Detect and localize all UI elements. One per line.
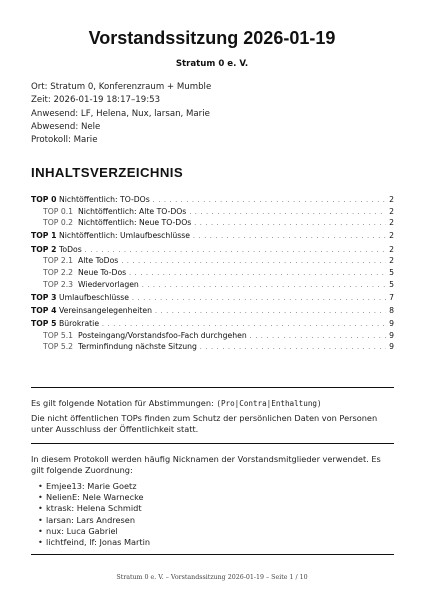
nickname-item: • larsan: Lars Andresen — [31, 515, 394, 526]
toc-leader-dots — [189, 207, 386, 219]
toc-entry-label: Posteingang/Vorstandsfoo-Fach durchgehen — [78, 330, 247, 340]
toc-leader-dots — [250, 331, 386, 343]
voting-notation-code: (Pro|Contra|Enthaltung) — [216, 399, 322, 408]
protocol-keeper: Protokoll: Marie — [31, 135, 98, 146]
toc-entry[interactable] — [31, 267, 394, 279]
nickname-section — [31, 454, 394, 548]
toc-leader-dots — [194, 218, 386, 230]
meeting-location: Ort: Stratum 0, Konferenzraum + Mumble — [31, 82, 212, 92]
toc-entry-label: Nichtöffentlich: Umlaufbeschlüsse — [59, 231, 191, 241]
toc-entry-number: TOP 2.3 — [43, 279, 74, 289]
toc-entry-page: 5 — [389, 279, 394, 289]
toc-entry-number: TOP 2.1 — [43, 256, 74, 266]
toc-entry-number: TOP 2 — [31, 244, 57, 254]
toc-entry-number: TOP 5.1 — [43, 330, 74, 340]
organization-name: Stratum 0 e. V. — [175, 59, 249, 69]
toc-entry-page: 9 — [389, 318, 394, 328]
nickname-list — [31, 481, 394, 548]
toc-entry-page: 2 — [389, 195, 394, 204]
toc-entry-label: Umlaufbeschlüsse — [59, 292, 130, 302]
meeting-time: Zeit: 2026-01-19 18:17–19:53 — [31, 95, 161, 106]
toc-entry[interactable] — [31, 230, 394, 242]
toc-entry-page: 2 — [389, 206, 394, 216]
toc-entry-page: 5 — [389, 267, 394, 277]
attendees-present: Anwesend: LF, Helena, Nux, larsan, Marie — [31, 108, 210, 119]
toc-entry-label: ToDos — [59, 244, 82, 254]
toc-entry-number: TOP 5 — [31, 318, 57, 328]
toc-entry-label: Neue To-Dos — [78, 267, 127, 277]
toc-entry[interactable] — [31, 341, 394, 353]
toc-entry-number: TOP 0 — [31, 195, 57, 204]
toc-entry-label: Terminfindung nächste Sitzung — [78, 342, 197, 352]
toc-entry-label: Nichtöffentlich: Alte TO-DOs — [78, 206, 187, 216]
toc-entry-label: Bürokratie — [59, 318, 100, 328]
section-divider — [31, 387, 394, 388]
toc-entry-number: TOP 5.2 — [43, 342, 74, 352]
toc-entry-page: 2 — [389, 218, 394, 228]
toc-entry[interactable] — [31, 206, 394, 218]
toc-entry[interactable] — [31, 318, 394, 330]
toc-entry[interactable] — [31, 330, 394, 342]
toc-entry[interactable] — [31, 305, 394, 317]
toc-entry-number: TOP 3 — [31, 292, 57, 302]
toc-entry-label: Vereinsangelegenheiten — [59, 305, 153, 315]
nickname-item: • nux: Luca Gabriel — [31, 526, 394, 537]
section-divider — [31, 554, 394, 555]
toc-leader-dots — [200, 342, 386, 354]
page-footer: Stratum 0 e. V. – Vorstandssitzung 2026-01-19 – Seite 1 / 10 — [116, 574, 308, 581]
voting-notation-prefix: Es gilt folgende Notation für Abstimmungen: — [31, 398, 217, 408]
toc-leader-dots — [142, 280, 386, 292]
section-divider — [31, 443, 394, 444]
toc-entry-number: TOP 2.2 — [43, 267, 74, 277]
table-of-contents — [31, 194, 394, 353]
nickname-item: • lichtfeind, lf: Jonas Martin — [31, 537, 394, 548]
nickname-intro: In diesem Protokoll werden häufig Nicknamen der Vorstandsmitglieder verwendet. Es gilt folgende Zuordnung: — [31, 454, 381, 475]
toc-entry-label: Nichtöffentlich: Neue TO-DOs — [78, 218, 192, 228]
toc-entry[interactable] — [31, 279, 394, 291]
voting-notice — [31, 398, 394, 435]
toc-leader-dots — [85, 245, 386, 257]
toc-entry[interactable] — [31, 217, 394, 229]
toc-leader-dots — [132, 293, 386, 305]
voting-notation-text — [31, 398, 394, 409]
toc-leader-dots — [129, 268, 386, 280]
toc-entry[interactable] — [31, 292, 394, 304]
toc-leader-dots — [193, 231, 386, 243]
toc-entry-label: Alte ToDos — [78, 256, 119, 266]
privacy-notice: Die nicht öffentlichen TOPs finden zum Schutz der persönlichen Daten von Personen unter Ausschluss der Öffentlichkeit statt. — [31, 413, 378, 434]
document-title: Vorstandssitzung 2026-01-19 — [88, 28, 336, 48]
attendees-absent: Abwesend: Nele — [31, 121, 101, 132]
nickname-item: • NelienE: Nele Warnecke — [31, 492, 394, 503]
nickname-item: • Emjee13: Marie Goetz — [31, 481, 394, 492]
toc-entry-page: 7 — [389, 292, 394, 302]
toc-entry-page: 9 — [389, 342, 394, 352]
toc-entry-page: 2 — [389, 256, 394, 266]
toc-entry-number: TOP 1 — [31, 231, 57, 241]
toc-entry[interactable] — [31, 194, 394, 206]
toc-entry-page: 9 — [389, 330, 394, 340]
toc-entry[interactable] — [31, 255, 394, 267]
toc-entry-page: 2 — [389, 244, 394, 254]
toc-entry-page: 2 — [389, 231, 394, 241]
toc-leader-dots — [155, 306, 386, 318]
toc-entry-label: Nichtöffentlich: TO-DOs — [59, 195, 150, 204]
toc-entry-number: TOP 0.2 — [43, 218, 74, 228]
toc-entry-label: Wiedervorlagen — [78, 279, 139, 289]
toc-heading: INHALTSVERZEICHNIS — [31, 165, 184, 180]
toc-leader-dots — [121, 256, 386, 268]
toc-entry-page: 8 — [389, 305, 394, 315]
nickname-item: • ktrask: Helena Schmidt — [31, 503, 394, 514]
toc-entry-number: TOP 0.1 — [43, 206, 74, 216]
toc-entry-number: TOP 4 — [31, 305, 57, 315]
meeting-metadata — [31, 81, 211, 147]
toc-entry[interactable] — [31, 244, 394, 256]
